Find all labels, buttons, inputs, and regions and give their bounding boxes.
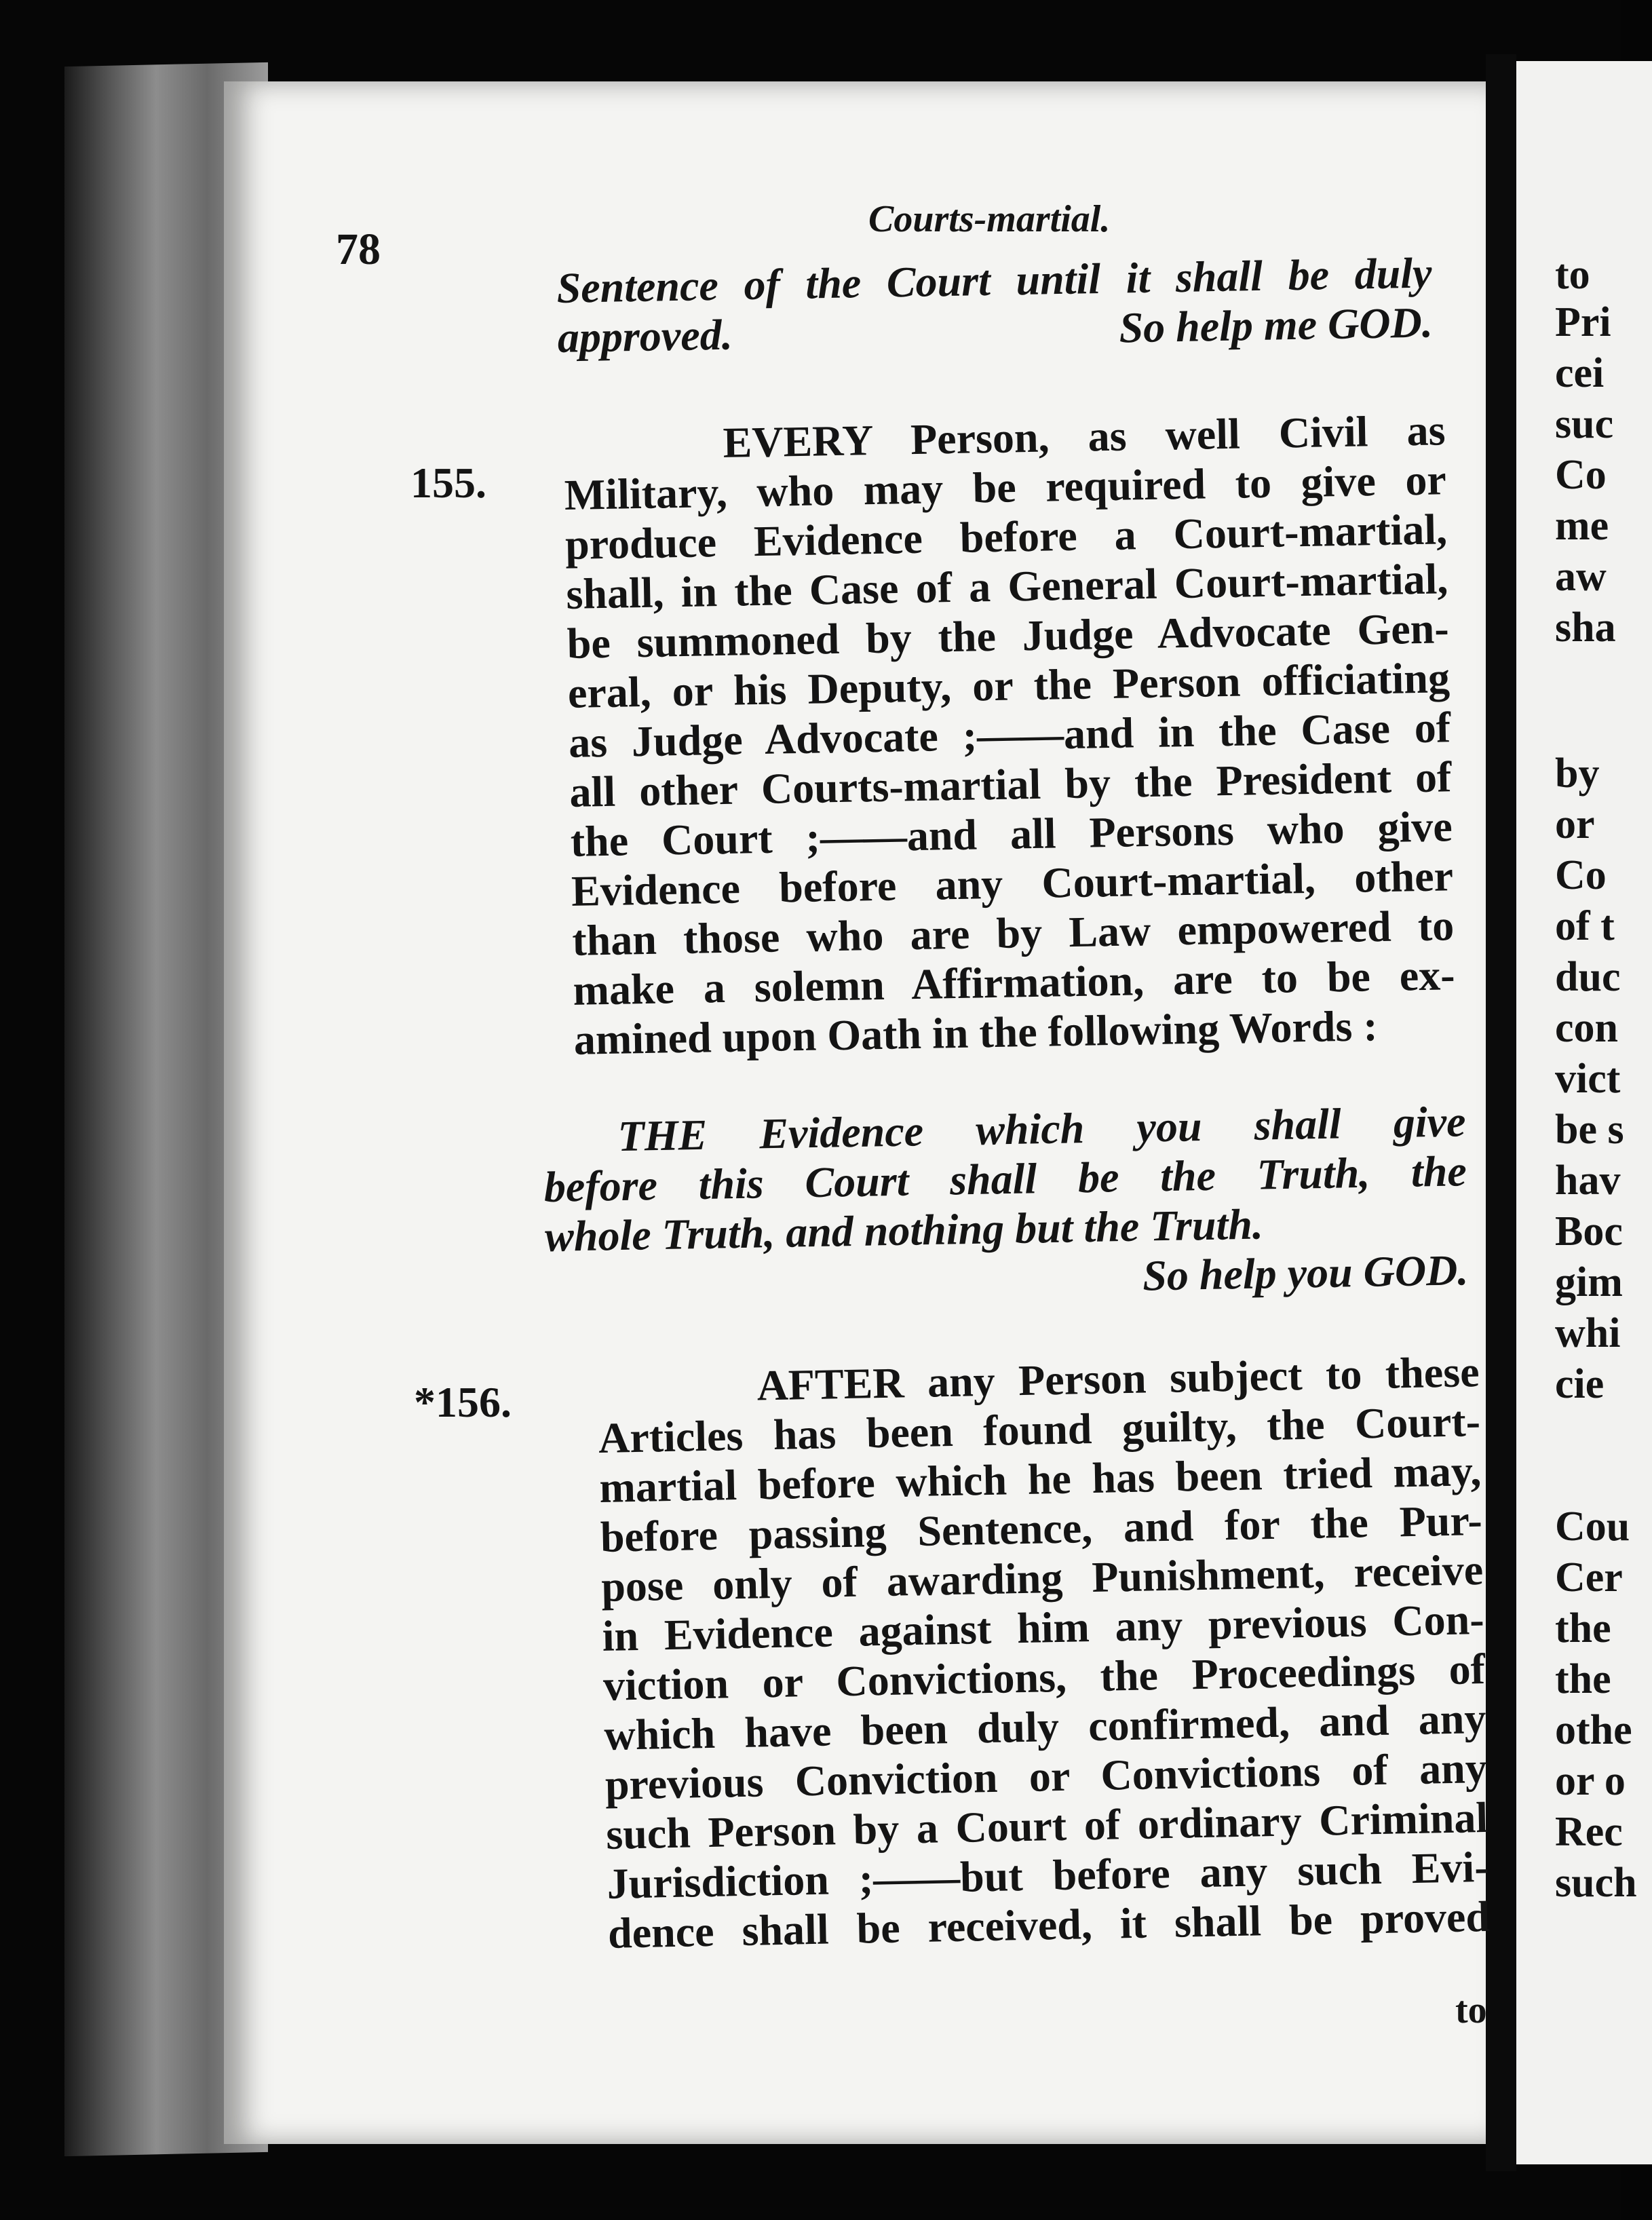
oath-line: Sentence of the Court until it shall be duly — [556, 248, 1433, 312]
article-line: amined upon Oath in the following Words : — [573, 1001, 1379, 1064]
right-page-line-fragment: Co — [1555, 452, 1607, 498]
oath-line: whole Truth, and nothing but the Truth. — [544, 1200, 1264, 1261]
right-page-line-fragment: to — [1555, 252, 1590, 298]
right-page-line-fragment: aw — [1555, 554, 1607, 600]
article-line: in Evidence against him any previous Con- — [602, 1594, 1485, 1660]
right-page-line-fragment: hav — [1555, 1157, 1621, 1204]
oath-closing: So help me GOD. — [1118, 298, 1434, 352]
article-line: pose only of awarding Punishment, receive — [600, 1545, 1484, 1611]
article-line: the Court ;——and all Persons who give — [570, 802, 1453, 866]
oath-line: THE Evidence which you shall give — [617, 1097, 1467, 1161]
right-page-line-fragment: or o — [1555, 1758, 1626, 1804]
article-line: make a solemn Affirmation, are to be ex- — [573, 951, 1456, 1014]
article-number-155: 155. — [410, 459, 486, 507]
right-page-line-fragment: othe — [1555, 1707, 1632, 1753]
right-page-line-fragment: Co — [1555, 852, 1607, 898]
right-page-line-fragment: vict — [1555, 1056, 1621, 1102]
right-page-line-fragment: Cer — [1555, 1554, 1623, 1601]
article-line: all other Courts-martial by the President of — [569, 752, 1452, 816]
right-page-line-fragment: Cou — [1555, 1504, 1630, 1550]
page-gutter — [1486, 54, 1516, 2171]
right-page-line-fragment: such — [1555, 1860, 1637, 1906]
oath-closing: So help you GOD. — [1142, 1246, 1469, 1300]
article-line: Articles has been found guilty, the Court- — [598, 1397, 1481, 1462]
right-page-line-fragment: of t — [1555, 903, 1615, 949]
right-page-line-fragment: Boc — [1555, 1208, 1623, 1255]
oath-line: before this Court shall be the Truth, the — [543, 1147, 1467, 1211]
article-155-text — [563, 405, 1456, 1065]
article-line: than those who are by Law empowered to — [571, 901, 1455, 965]
oath-approved-word: approved. — [557, 310, 733, 362]
article-line: shall, in the Case of a General Court-martial, — [565, 554, 1448, 618]
article-line: be summoned by the Judge Advocate Gen- — [566, 604, 1450, 668]
catchword: to — [1455, 1989, 1487, 2031]
page-number: 78 — [336, 225, 381, 274]
article-line: AFTER any Person subject to these — [756, 1347, 1480, 1410]
article-line: Evidence before any Court-martial, other — [571, 851, 1454, 915]
right-page-line-fragment: Rec — [1555, 1809, 1623, 1855]
right-page-line-fragment: con — [1555, 1005, 1618, 1051]
article-line: EVERY Person, as well Civil as — [722, 406, 1446, 467]
right-page-line-fragment: by — [1555, 750, 1600, 797]
right-page-line-fragment: cie — [1555, 1361, 1605, 1407]
right-page-line-fragment: be s — [1555, 1107, 1624, 1153]
right-page-line-fragment: me — [1555, 503, 1609, 549]
right-page-line-fragment: whi — [1555, 1310, 1621, 1356]
running-head: Courts-martial. — [868, 198, 1111, 240]
article-line: Jurisdiction ;——but before any such Evi- — [607, 1842, 1490, 1908]
article-line: which have been duly confirmed, and any — [603, 1693, 1486, 1759]
right-page-line-fragment: or — [1555, 801, 1595, 847]
right-page-line-fragment: gim — [1555, 1259, 1623, 1305]
article-line: previous Conviction or Convictions of any — [604, 1743, 1488, 1809]
article-line: dence shall be received, it shall be proved — [607, 1892, 1491, 1957]
right-page-line-fragment: cei — [1555, 350, 1605, 396]
article-line: Military, who may be required to give or — [564, 455, 1447, 519]
right-page-line-fragment: sha — [1555, 605, 1616, 651]
article-line: martial before which he has been tried may, — [598, 1447, 1482, 1512]
right-page-line-fragment: the — [1555, 1605, 1611, 1651]
right-page-line-fragment: Pri — [1555, 299, 1611, 345]
opening-oath-block — [556, 248, 1433, 362]
article-line: eral, or his Deputy, or the Person officiating — [567, 653, 1451, 717]
article-number-156: *156. — [414, 1378, 512, 1426]
witness-oath-block — [543, 1096, 1469, 1311]
right-page-line-fragment: the — [1555, 1656, 1611, 1702]
article-line: before passing Sentence, and for the Pur- — [600, 1496, 1483, 1561]
article-156-text — [597, 1347, 1491, 1958]
article-line: viction or Convictions, the Proceedings of — [602, 1644, 1486, 1710]
article-line: produce Evidence before a Court-martial, — [564, 505, 1448, 569]
article-line: as Judge Advocate ;——and in the Case of — [568, 703, 1451, 767]
article-line: such Person by a Court of ordinary Criminal — [605, 1793, 1488, 1858]
right-page-line-fragment: duc — [1555, 954, 1621, 1000]
right-page-line-fragment: suc — [1555, 401, 1614, 447]
